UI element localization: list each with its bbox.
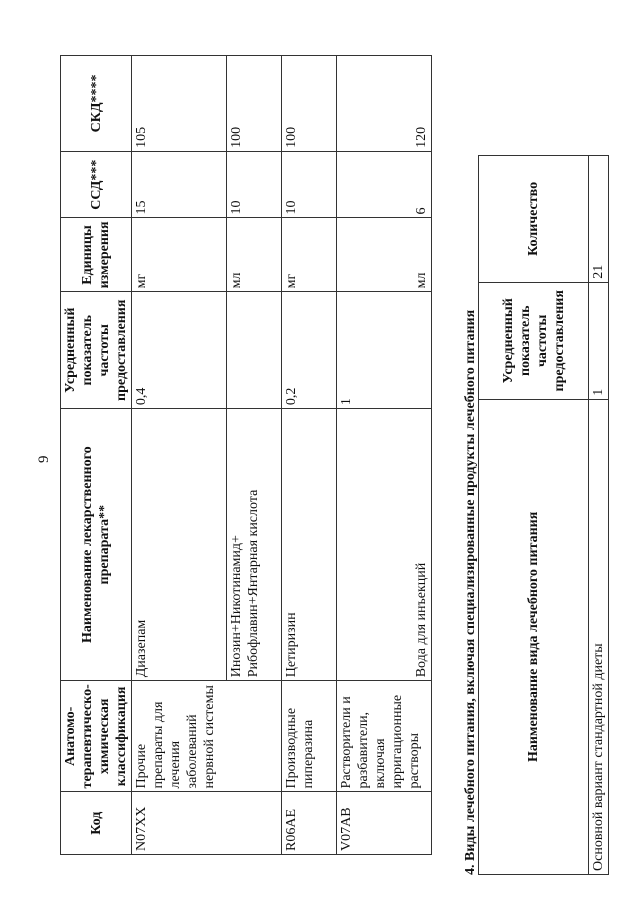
drugs-table: [60, 55, 432, 855]
row-nutrition-name: Основной вариант стандартной диеты: [589, 399, 609, 874]
row-nutrition-qty: 21: [589, 156, 609, 283]
table-row: [589, 156, 609, 875]
row-unit: мг: [132, 218, 227, 292]
row-code: N07XX: [132, 792, 282, 855]
table-row: [282, 56, 337, 855]
row-unit: мг: [282, 218, 337, 292]
section-4-title: 4. Виды лечебного питания, включая специализированные продукты лечебного питания: [463, 309, 478, 875]
header-nutrition-avg: Усредненный показатель частоты предоставления: [479, 282, 589, 399]
row-atc: Прочие препараты для лечения заболеваний нервной системы: [132, 681, 282, 792]
header-skd: СКД****: [61, 56, 132, 152]
row-code: V07AB: [337, 792, 432, 855]
row-skd: 100: [227, 56, 282, 152]
row-nutrition-avg: 1: [589, 282, 609, 399]
row-skd: 100: [282, 56, 337, 152]
row-ssd: 10: [282, 151, 337, 218]
table-row: [132, 56, 227, 855]
row-avg: 0,2: [282, 292, 337, 409]
table-row: [337, 56, 432, 855]
header-drug-name: Наименование лекарственного препарата**: [61, 409, 132, 681]
header-code: Код: [61, 792, 132, 855]
page-number: 9: [36, 455, 52, 463]
row-atc: Производные пиперазина: [282, 681, 337, 792]
row-skd: 105: [132, 56, 227, 152]
row-drug-name: Цетиризин: [282, 409, 337, 681]
row-skd: 120: [337, 56, 432, 152]
header-avg-frequency: Усредненный показатель частоты предоставления: [61, 292, 132, 409]
nutrition-table-header: [479, 156, 589, 875]
row-drug-name: Инозин+Никотинамид+ Рибофлавин+Янтарная кислота: [227, 409, 282, 681]
row-avg: 1: [337, 292, 432, 409]
row-avg: 0,4: [132, 292, 227, 409]
header-nutrition-qty: Количество: [479, 156, 589, 283]
row-ssd: 6: [337, 151, 432, 218]
row-unit: мл: [337, 218, 432, 292]
header-nutrition-name: Наименование вида лечебного питания: [479, 399, 589, 874]
row-drug-name: Диазепам: [132, 409, 227, 681]
row-drug-name: Вода для инъекций: [337, 409, 432, 681]
header-ssd: ССД***: [61, 151, 132, 218]
row-ssd: 15: [132, 151, 227, 218]
nutrition-table: [478, 155, 609, 875]
row-ssd: 10: [227, 151, 282, 218]
row-atc: Растворители и разбавители, включая ирригационные растворы: [337, 681, 432, 792]
row-unit: мл: [227, 218, 282, 292]
row-code: R06AE: [282, 792, 337, 855]
drugs-table-header: [61, 56, 132, 855]
row-avg: [227, 292, 282, 409]
header-atc: Анатомо-терапевтическо-химическая классификация: [61, 681, 132, 792]
header-unit: Единицы измерения: [61, 218, 132, 292]
